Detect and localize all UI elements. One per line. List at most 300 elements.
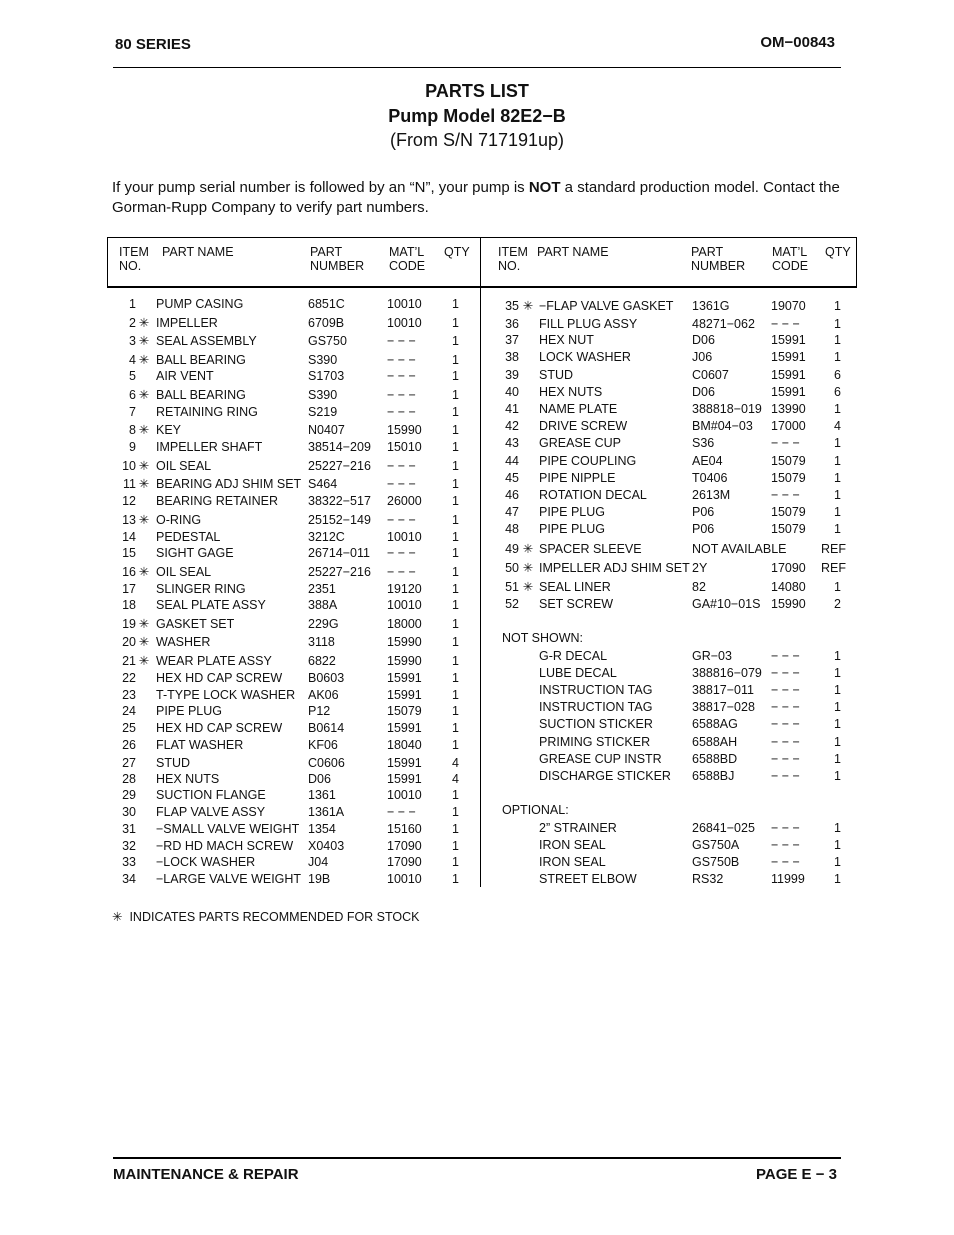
part-name: INSTRUCTION TAG	[539, 700, 653, 714]
quantity: 1	[452, 546, 459, 560]
material-code: 10010	[387, 530, 422, 544]
star-icon: ✳	[522, 561, 534, 575]
part-number: GR−03	[692, 649, 732, 663]
table-row	[0, 401, 954, 418]
part-number: BM#04−03	[692, 419, 753, 433]
part-name: GREASE CUP INSTR	[539, 752, 662, 766]
quantity: 1	[452, 839, 459, 853]
table-row	[0, 487, 954, 504]
stock-footnote: ✳ INDICATES PARTS RECOMMENDED FOR STOCK	[112, 910, 420, 924]
material-code: 15991	[387, 671, 422, 685]
part-name: SUCTION STICKER	[539, 717, 653, 731]
part-name: DRIVE SCREW	[539, 419, 628, 433]
part-number: 6588BD	[692, 752, 738, 766]
item-number: 37	[505, 333, 519, 347]
material-code: − − −	[387, 388, 416, 402]
part-name: HEX HD CAP SCREW	[156, 671, 283, 685]
part-number: 38322−517	[308, 494, 371, 508]
part-name: RETAINING RING	[156, 405, 258, 419]
part-name: −RD HD MACH SCREW	[156, 839, 294, 853]
part-number: 1361G	[692, 299, 730, 313]
material-code: 15991	[387, 688, 422, 702]
table-row	[0, 596, 954, 613]
table-row	[0, 541, 954, 558]
part-number: P06	[692, 522, 715, 536]
part-name: IMPELLER	[156, 316, 218, 330]
material-code: 15160	[387, 822, 422, 836]
material-code: 13990	[771, 402, 806, 416]
document-number: OM−00843	[760, 34, 835, 51]
quantity: 1	[452, 788, 459, 802]
part-name: IRON SEAL	[539, 838, 606, 852]
part-number: AE04	[692, 454, 723, 468]
item-number: 50	[505, 561, 519, 575]
part-name: 2” STRAINER	[539, 821, 617, 835]
part-number: 2613M	[692, 488, 731, 502]
star-icon: ✳	[522, 299, 534, 313]
part-name: −FLAP VALVE GASKET	[539, 299, 674, 313]
material-code: 15991	[387, 721, 422, 735]
part-number: 1361A	[308, 805, 345, 819]
part-number: GA#10−01S	[692, 597, 761, 611]
item-number: 48	[505, 522, 519, 536]
part-name: PIPE PLUG	[539, 522, 605, 536]
quantity: 1	[834, 735, 841, 749]
item-number: 22	[122, 671, 136, 685]
part-number: RS32	[692, 872, 724, 886]
series-label: 80 SERIES	[115, 36, 191, 53]
material-code: − − −	[771, 855, 800, 869]
part-name: OIL SEAL	[156, 459, 212, 473]
part-name: HEX NUTS	[539, 385, 603, 399]
part-number: 388816−079	[692, 666, 762, 680]
quantity: REF	[821, 542, 846, 556]
quantity: 1	[834, 649, 841, 663]
table-row	[0, 699, 954, 716]
table-row	[0, 316, 954, 333]
quantity: 1	[834, 752, 841, 766]
item-number: 52	[505, 597, 519, 611]
quantity: 1	[452, 405, 459, 419]
table-row	[0, 837, 954, 854]
material-code: − − −	[771, 683, 800, 697]
item-number: 43	[505, 436, 519, 450]
item-number: 24	[122, 704, 136, 718]
item-number: 45	[505, 471, 519, 485]
material-code: − − −	[771, 769, 800, 783]
material-code: − − −	[771, 488, 800, 502]
material-code: 11999	[771, 872, 805, 886]
part-name: BALL BEARING	[156, 353, 246, 367]
part-name: FLAT WASHER	[156, 738, 244, 752]
quantity: 1	[452, 671, 459, 685]
part-name: PIPE PLUG	[539, 505, 605, 519]
part-number: 2351	[308, 582, 336, 596]
material-code: − − −	[771, 317, 800, 331]
part-name: OIL SEAL	[156, 565, 212, 579]
item-number: 3	[129, 334, 136, 348]
part-number: D06	[692, 333, 715, 347]
part-number: 6588AH	[692, 735, 738, 749]
part-name: SEAL ASSEMBLY	[156, 334, 257, 348]
item-number: 30	[122, 805, 136, 819]
quantity: 1	[834, 488, 841, 502]
table-row	[0, 332, 954, 349]
material-code: 15991	[771, 333, 806, 347]
item-number: 17	[122, 582, 136, 596]
material-code: − − −	[387, 353, 416, 367]
part-name: SET SCREW	[539, 597, 614, 611]
quantity: 1	[834, 838, 841, 852]
intro-paragraph: If your pump serial number is followed by an “N”, your pump is NOT a standard production model. Contact the Gorman-Rupp Company to verify part numbers.	[112, 179, 840, 216]
part-name: SIGHT GAGE	[156, 546, 234, 560]
item-number: 18	[122, 598, 136, 612]
quantity: 1	[452, 423, 459, 437]
table-row	[0, 384, 954, 401]
part-name: −LOCK WASHER	[156, 855, 256, 869]
col-item-no-right: ITEM NO.	[498, 245, 528, 273]
material-code: 17090	[771, 561, 806, 575]
material-code: 26000	[387, 494, 422, 508]
part-name: INSTRUCTION TAG	[539, 683, 653, 697]
item-number: 34	[122, 872, 136, 886]
part-name: IMPELLER SHAFT	[156, 440, 263, 454]
col-qty-left: QTY	[444, 245, 470, 259]
part-number: GS750	[308, 334, 347, 348]
part-name: GASKET SET	[156, 617, 235, 631]
part-number: 48271−062	[692, 317, 755, 331]
table-row	[0, 648, 954, 665]
star-icon: ✳	[138, 513, 150, 527]
item-number: 25	[122, 721, 136, 735]
part-name: −LARGE VALVE WEIGHT	[156, 872, 302, 886]
star-icon: ✳	[138, 477, 150, 491]
quantity: 1	[834, 333, 841, 347]
quantity: 1	[834, 855, 841, 869]
part-name: IMPELLER ADJ SHIM SET	[539, 561, 690, 575]
quantity: 1	[834, 769, 841, 783]
material-code: 15991	[387, 772, 422, 786]
part-name: KEY	[156, 423, 182, 437]
part-name: SEAL PLATE ASSY	[156, 598, 266, 612]
col-part-number-right: PART NUMBER	[691, 245, 746, 273]
item-number: 8	[129, 423, 136, 437]
part-number: 3212C	[308, 530, 345, 544]
part-name: PEDESTAL	[156, 530, 221, 544]
material-code: 15079	[387, 704, 422, 718]
part-number: T0406	[692, 471, 728, 485]
part-number: NOT AVAILABLE	[692, 542, 787, 556]
material-code: − − −	[771, 649, 800, 663]
quantity: 1	[452, 598, 459, 612]
page-number: PAGE E − 3	[755, 1166, 837, 1183]
table-row	[0, 521, 954, 538]
quantity: 1	[452, 297, 459, 311]
quantity: 1	[834, 872, 841, 886]
material-code: − − −	[387, 513, 416, 527]
table-row	[0, 682, 954, 699]
part-number: B0614	[308, 721, 345, 735]
col-qty-right: QTY	[825, 245, 851, 259]
star-icon: ✳	[112, 910, 123, 924]
material-code: 15991	[387, 756, 422, 770]
part-number: 6588BJ	[692, 769, 735, 783]
material-code: 19070	[771, 299, 806, 313]
part-name: ROTATION DECAL	[539, 488, 647, 502]
material-code: 15991	[771, 385, 806, 399]
header-rule	[113, 67, 841, 68]
quantity: 1	[452, 316, 459, 330]
part-number: 38514−209	[308, 440, 371, 454]
part-name: HEX NUT	[539, 333, 594, 347]
serial-range: (From S/N 717191up)	[389, 130, 565, 150]
item-number: 4	[129, 353, 136, 367]
material-code: 15990	[387, 654, 422, 668]
part-number: C0606	[308, 756, 345, 770]
item-number: 41	[505, 402, 519, 416]
quantity: 4	[452, 756, 459, 770]
material-code: 17000	[771, 419, 806, 433]
item-number: 2	[129, 316, 136, 330]
item-number: 28	[122, 772, 136, 786]
item-number: 33	[122, 855, 136, 869]
table-row	[0, 470, 954, 487]
material-code: 15990	[387, 635, 422, 649]
part-number: J04	[308, 855, 329, 869]
item-number: 9	[129, 440, 136, 454]
quantity: 1	[452, 855, 459, 869]
material-code: − − −	[387, 334, 416, 348]
col-matl-code-left: MAT’L CODE	[389, 245, 426, 273]
page-title: PARTS LIST	[425, 81, 529, 101]
not-emphasis: NOT	[528, 179, 561, 196]
table-row	[0, 751, 954, 768]
optional-label: OPTIONAL:	[502, 803, 569, 817]
material-code: − − −	[771, 735, 800, 749]
material-code: − − −	[387, 369, 416, 383]
part-name: NAME PLATE	[539, 402, 618, 416]
part-number: 388A	[308, 598, 338, 612]
item-number: 1	[129, 297, 136, 311]
item-number: 39	[505, 368, 519, 382]
col-item-no-left: ITEM NO.	[119, 245, 149, 273]
star-icon: ✳	[138, 353, 150, 367]
quantity: 1	[452, 805, 459, 819]
part-number: 2Y	[692, 561, 708, 575]
material-code: − − −	[771, 436, 800, 450]
material-code: − − −	[387, 565, 416, 579]
part-number: 25152−149	[308, 513, 371, 527]
item-number: 23	[122, 688, 136, 702]
table-row	[0, 349, 954, 366]
part-name: FLAP VALVE ASSY	[156, 805, 266, 819]
part-name: SUCTION FLANGE	[156, 788, 266, 802]
quantity: 1	[834, 436, 841, 450]
part-number: 26841−025	[692, 821, 755, 835]
part-number: 229G	[308, 617, 339, 631]
quantity: 1	[452, 353, 459, 367]
part-name: PIPE COUPLING	[539, 454, 637, 468]
part-number: C0607	[692, 368, 729, 382]
part-number: 19B	[308, 872, 331, 886]
part-number: S219	[308, 405, 338, 419]
part-number: 25227−216	[308, 565, 371, 579]
table-row	[0, 787, 954, 804]
item-number: 15	[122, 546, 136, 560]
material-code: − − −	[771, 838, 800, 852]
part-name: SLINGER RING	[156, 582, 246, 596]
quantity: 1	[452, 440, 459, 454]
quantity: 1	[834, 505, 841, 519]
part-number: S390	[308, 353, 338, 367]
quantity: 1	[452, 738, 459, 752]
item-number: 7	[129, 405, 136, 419]
material-code: 18040	[387, 738, 422, 752]
col-matl-code-right: MAT’L CODE	[772, 245, 809, 273]
material-code: 10010	[387, 598, 422, 612]
star-icon: ✳	[138, 388, 150, 402]
col-part-number-left: PART NUMBER	[310, 245, 365, 273]
star-icon: ✳	[138, 565, 150, 579]
part-name: BALL BEARING	[156, 388, 246, 402]
material-code: 15079	[771, 522, 806, 536]
part-number: D06	[308, 772, 331, 786]
part-number: 388818−019	[692, 402, 762, 416]
part-number: 6851C	[308, 297, 345, 311]
part-number: 1361	[308, 788, 336, 802]
part-number: 6822	[308, 654, 336, 668]
material-code: 10010	[387, 872, 422, 886]
item-number: 44	[505, 454, 519, 468]
material-code: 19120	[387, 582, 422, 596]
material-code: 15079	[771, 505, 806, 519]
part-number: 38817−011	[692, 683, 754, 697]
star-icon: ✳	[522, 542, 534, 556]
part-name: G-R DECAL	[539, 649, 608, 663]
material-code: − − −	[771, 700, 800, 714]
part-name: WASHER	[156, 635, 211, 649]
quantity: 1	[452, 477, 459, 491]
quantity: 1	[834, 317, 841, 331]
item-number: 46	[505, 488, 519, 502]
part-number: B0603	[308, 671, 345, 685]
quantity: 1	[452, 635, 459, 649]
part-name: STUD	[156, 756, 191, 770]
quantity: 4	[452, 772, 459, 786]
part-number: J06	[692, 350, 713, 364]
material-code: − − −	[387, 405, 416, 419]
part-name: HEX HD CAP SCREW	[156, 721, 283, 735]
footer-section: MAINTENANCE & REPAIR	[113, 1166, 299, 1183]
quantity: 1	[452, 369, 459, 383]
star-icon: ✳	[522, 580, 534, 594]
item-number: 5	[129, 369, 136, 383]
item-number: 47	[505, 505, 519, 519]
quantity: 1	[452, 334, 459, 348]
part-name: LOCK WASHER	[539, 350, 631, 364]
star-icon: ✳	[138, 316, 150, 330]
part-name: GREASE CUP	[539, 436, 621, 450]
table-row	[0, 616, 954, 633]
part-name: BEARING RETAINER	[156, 494, 279, 508]
part-name: SPACER SLEEVE	[539, 542, 642, 556]
quantity: 1	[452, 688, 459, 702]
part-number: P12	[308, 704, 331, 718]
star-icon: ✳	[138, 423, 150, 437]
part-name: PRIMING STICKER	[539, 735, 651, 749]
part-number: S36	[692, 436, 715, 450]
material-code: 17090	[387, 855, 422, 869]
item-number: 51	[505, 580, 519, 594]
part-number: N0407	[308, 423, 345, 437]
item-number: 11	[123, 477, 136, 491]
quantity: 1	[452, 565, 459, 579]
item-number: 29	[122, 788, 136, 802]
item-number: 36	[505, 317, 519, 331]
quantity: 1	[452, 459, 459, 473]
material-code: − − −	[771, 821, 800, 835]
table-row	[0, 560, 954, 577]
quantity: 1	[834, 700, 841, 714]
part-name: STUD	[539, 368, 574, 382]
quantity: 1	[834, 350, 841, 364]
part-name: IRON SEAL	[539, 855, 606, 869]
part-number: KF06	[308, 738, 338, 752]
quantity: 1	[452, 388, 459, 402]
item-number: 40	[505, 385, 519, 399]
quantity: 1	[452, 494, 459, 508]
part-number: 6588AG	[692, 717, 738, 731]
part-number: GS750A	[692, 838, 740, 852]
quantity: 1	[452, 822, 459, 836]
quantity: 1	[834, 717, 841, 731]
table-row	[0, 367, 954, 384]
not-shown-label: NOT SHOWN:	[502, 631, 584, 645]
quantity: 1	[452, 704, 459, 718]
material-code: − − −	[387, 459, 416, 473]
material-code: 15990	[387, 423, 422, 437]
part-name: DISCHARGE STICKER	[539, 769, 671, 783]
part-name: PIPE PLUG	[156, 704, 222, 718]
quantity: 1	[834, 666, 841, 680]
quantity: 1	[452, 872, 459, 886]
material-code: 15990	[771, 597, 806, 611]
quantity: 1	[834, 821, 841, 835]
item-number: 16	[122, 565, 136, 579]
material-code: − − −	[771, 717, 800, 731]
item-number: 13	[122, 513, 136, 527]
table-row	[0, 820, 954, 837]
material-code: − − −	[387, 805, 416, 819]
part-name: WEAR PLATE ASSY	[156, 654, 272, 668]
quantity: 1	[834, 299, 841, 313]
table-row	[0, 871, 954, 888]
material-code: 10010	[387, 788, 422, 802]
part-name: PIPE NIPPLE	[539, 471, 616, 485]
part-name: STREET ELBOW	[539, 872, 637, 886]
item-number: 38	[505, 350, 519, 364]
item-number: 32	[122, 839, 136, 853]
part-name: FILL PLUG ASSY	[539, 317, 638, 331]
item-number: 6	[129, 388, 136, 402]
item-number: 31	[122, 822, 136, 836]
material-code: 15991	[771, 350, 806, 364]
quantity: 1	[834, 522, 841, 536]
col-part-name-right: PART NAME	[537, 245, 609, 259]
part-name: LUBE DECAL	[539, 666, 617, 680]
item-number: 20	[122, 635, 136, 649]
quantity: REF	[821, 561, 846, 575]
